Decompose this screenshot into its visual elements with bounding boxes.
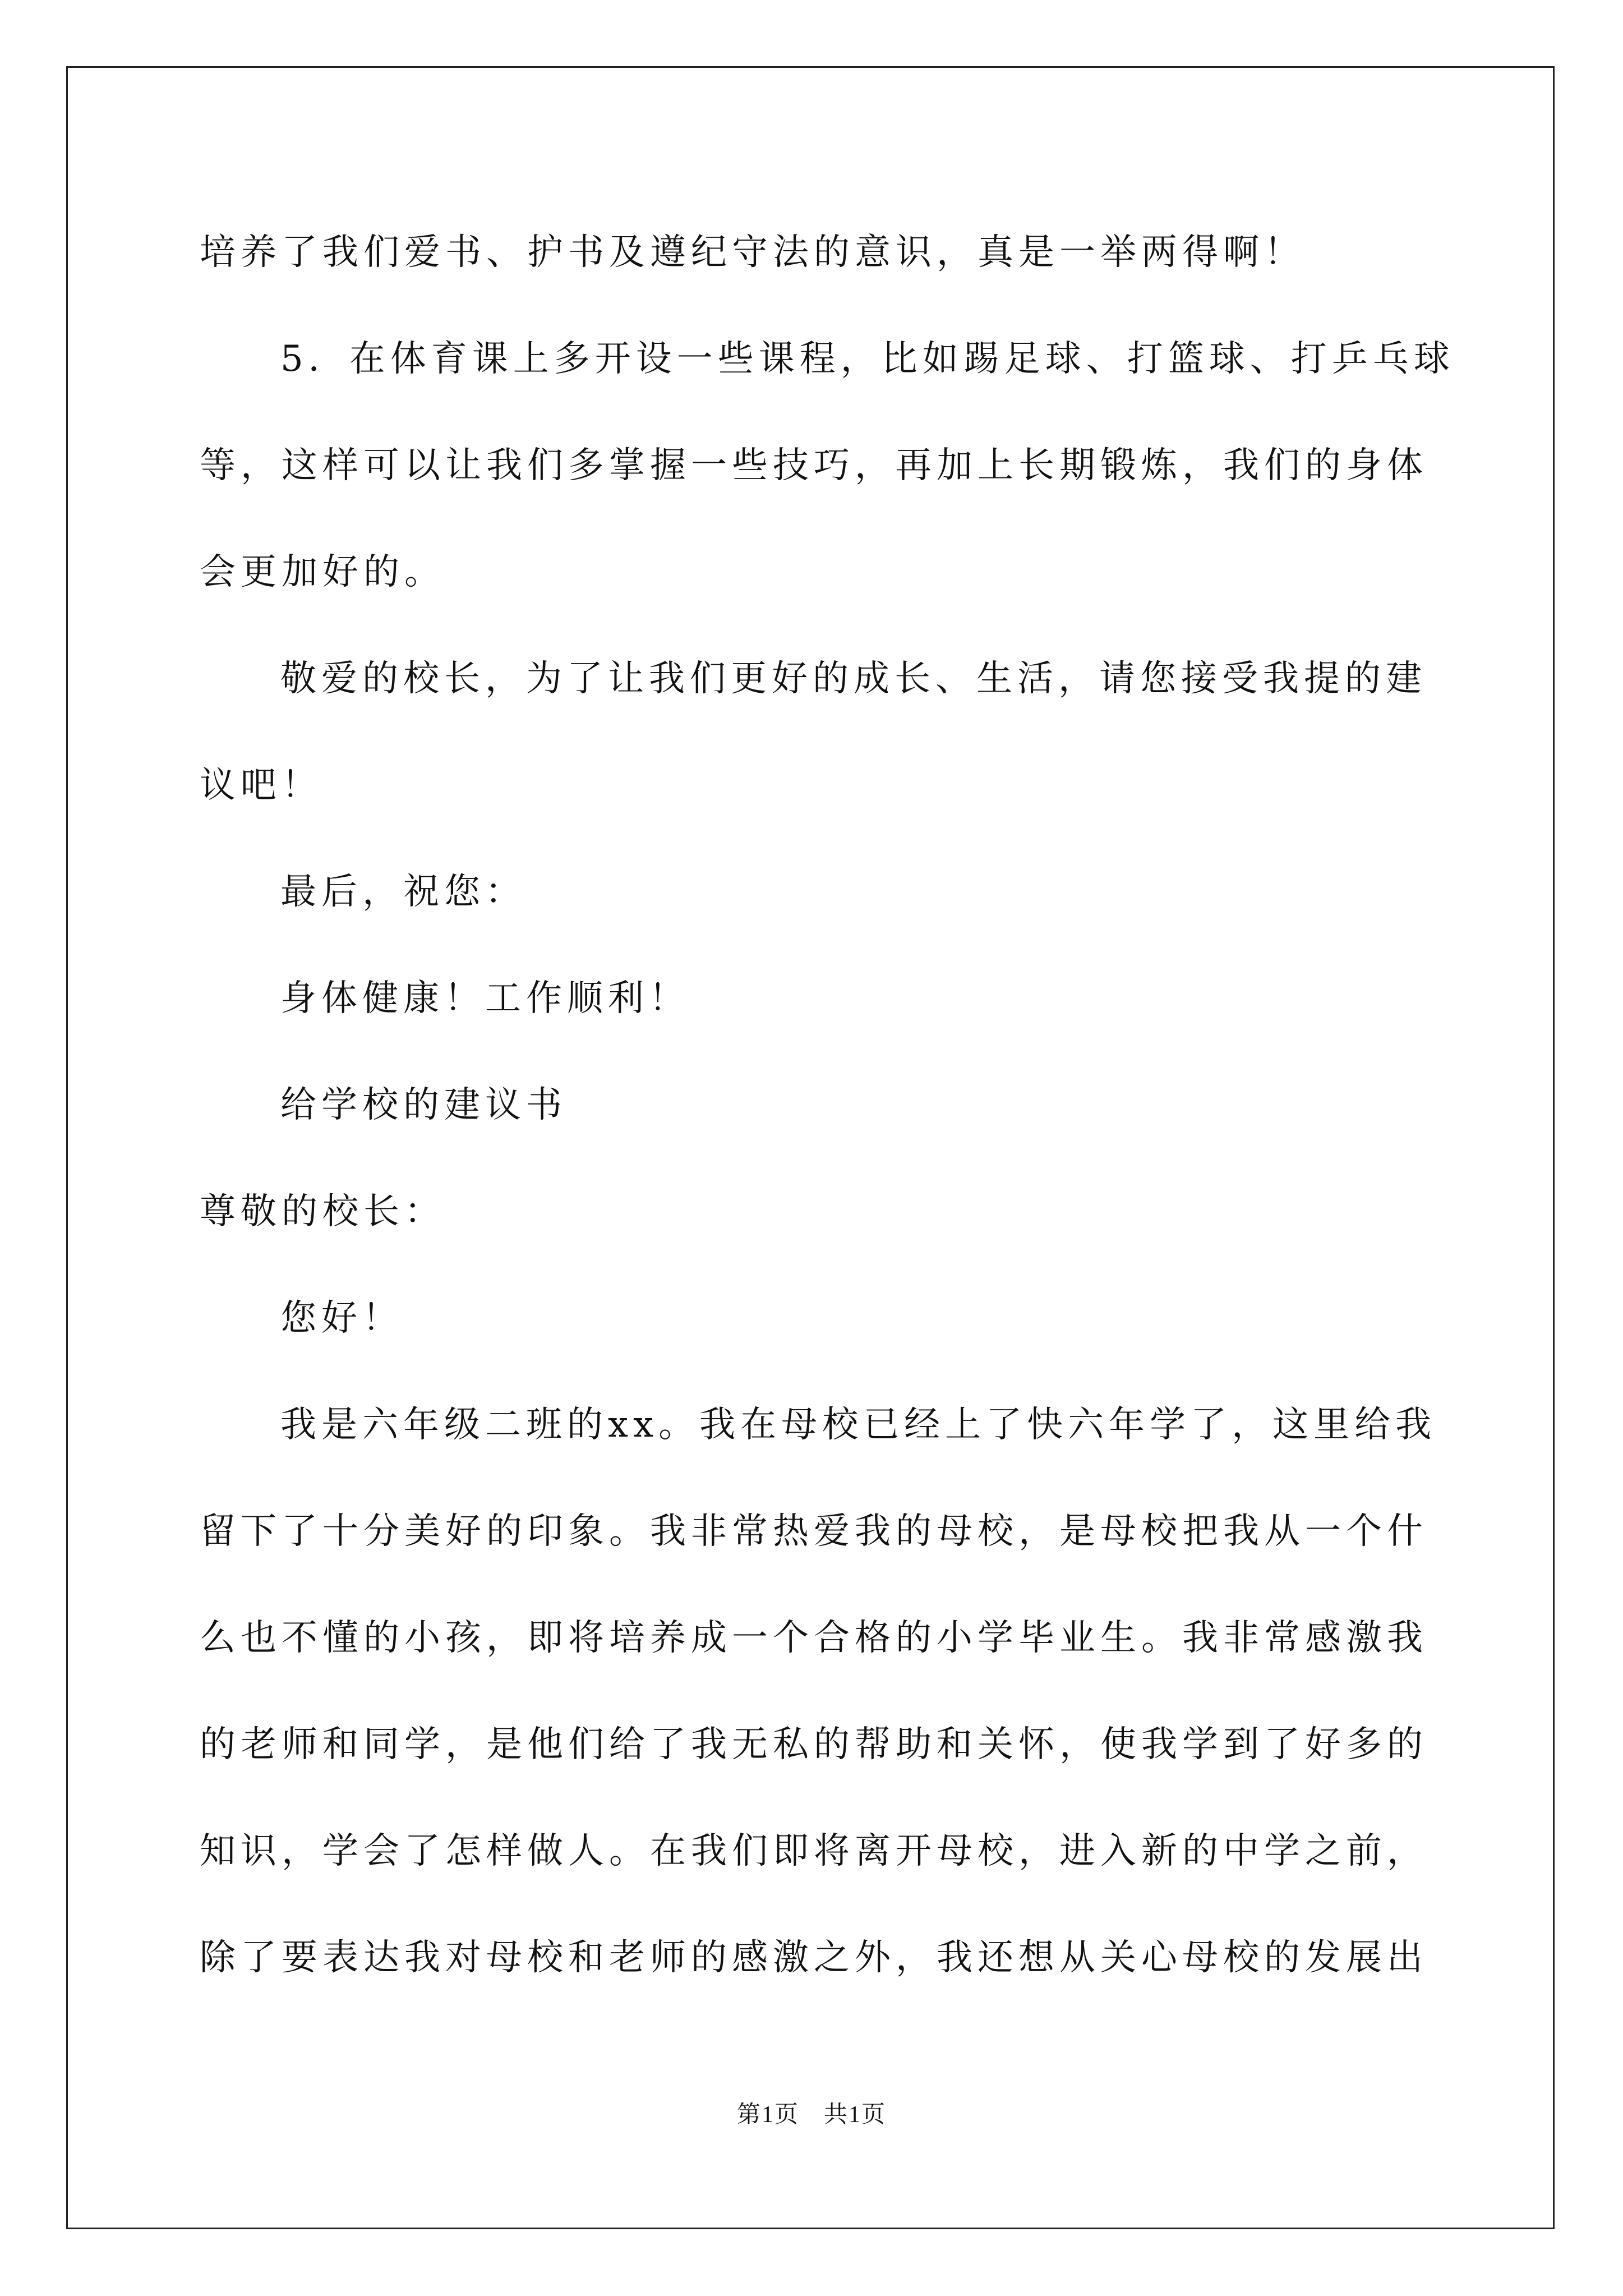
text-line-17: 除了要表达我对母校和老师的感激之外，我还想从关心母校的发展出 (200, 1937, 1428, 1978)
page-footer: 第1页 共1页 (736, 2102, 886, 2128)
text-line-6: 议吧！ (200, 765, 322, 806)
text-line-9: 给学校的建议书 (280, 1084, 567, 1126)
text-line-4: 会更加好的。 (200, 551, 445, 593)
text-line-12: 我是六年级二班的xx。我在母校已经上了快六年学了，这里给我 (280, 1404, 1437, 1446)
text-line-15: 的老师和同学，是他们给了我无私的帮助和关怀，使我学到了好多的 (200, 1724, 1428, 1765)
text-line-11: 您好！ (280, 1297, 403, 1339)
text-line-3: 等，这样可以让我们多掌握一些技巧，再加上长期锻炼，我们的身体 (200, 445, 1428, 486)
text-line-7: 最后，祝您： (280, 871, 526, 913)
text-line-10: 尊敬的校长： (200, 1191, 445, 1232)
text-line-13: 留下了十分美好的印象。我非常热爱我的母校，是母校把我从一个什 (200, 1511, 1428, 1552)
text-line-16: 知识，学会了怎样做人。在我们即将离开母校，进入新的中学之前， (200, 1830, 1428, 1872)
text-line-8: 身体健康！工作顺利！ (280, 978, 690, 1019)
text-line-2: 5．在体育课上多开设一些课程，比如踢足球、打篮球、打乒乓球 (280, 338, 1455, 380)
text-line-14: 么也不懂的小孩，即将培养成一个合格的小学毕业生。我非常感激我 (200, 1617, 1428, 1659)
text-line-1: 培养了我们爱书、护书及遵纪守法的意识，真是一举两得啊！ (200, 232, 1305, 273)
text-line-5: 敬爱的校长，为了让我们更好的成长、生活，请您接受我提的建 (280, 658, 1427, 700)
